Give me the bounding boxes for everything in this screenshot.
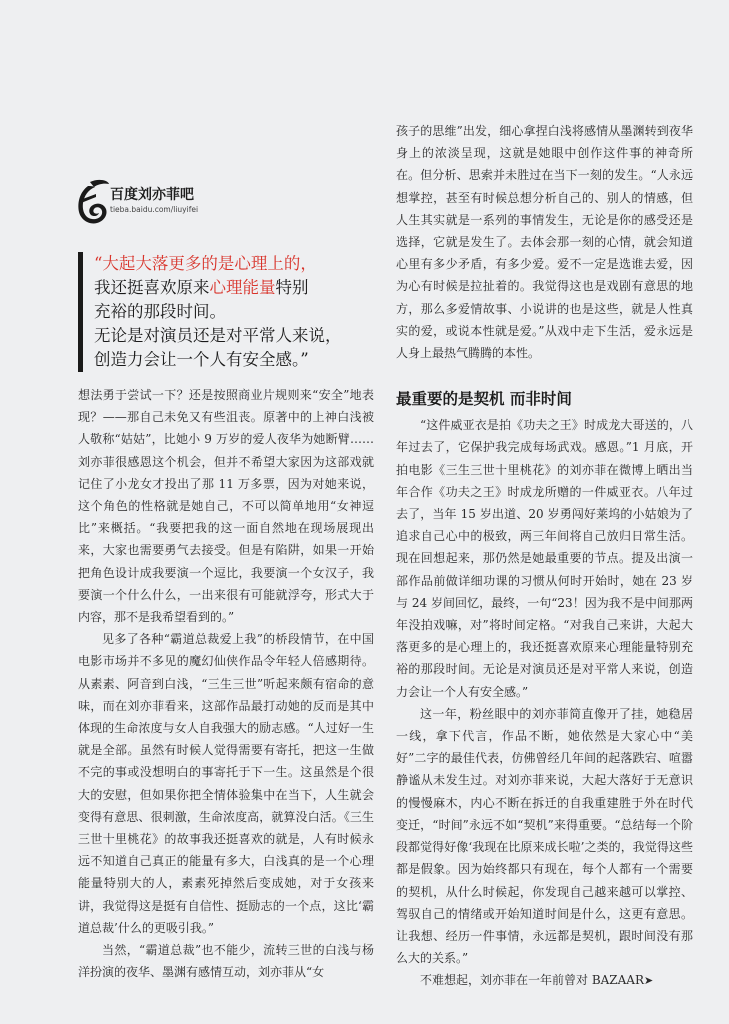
right-column: [396, 120, 693, 993]
pull-quote-line-1: “大起大落更多的是心理上的，: [94, 254, 317, 273]
logo-url: tieba.baidu.com/liuyifei: [110, 205, 199, 214]
right-paragraph-top: 孩子的思维”出发，细心拿捏白浅将感情从墨渊转到夜华身上的浓淡呈现，这就是她眼中创作这件事的神奇所在。但分析、思索并未胜过在当下一刻的发生。“人永远想掌控，甚至有时候总想分析自己的、别人的情感，但人生其实就是一系列的事情发生，无论是你的感受还是选择，它就是发生了。去体会那一刻的心情，就会知道心里有多少矛盾，有多少爱。爱不一定是选谁去爱，因为心有时候是拉扯着的。我觉得这也是戏剧有意思的地方，那么多爱情故事、小说讲的也是这些，就是人性真实的爱，或说本性就是爱。”从戏中走下生活，爱永远是人身上最热气腾腾的本性。: [396, 124, 693, 361]
right-paragraph-3-text: 不难想起，刘亦菲在一年前曾对 BAZAAR: [420, 973, 645, 988]
left-paragraph-1: 想法勇于尝试一下？还是按照商业片规则来“安全”地表现？——那自己未免又有些沮丧。原著中的上神白浅被人敬称“姑姑”，比她小 9 万岁的爱人夜华为她断臂……刘亦菲很感恩这个机会，但并不希望大家因为这部戏就记住了小龙女才投出了那 11 万多票，因为对她来说，这个角色的性格就是她自己，不可以简单地用“女神逗比”来概括。“我要把我的这一面自然地在现场展现出来，大家也需要勇气去接受。但是有陷阱，如果一开始把角色设计成我要演一个逗比，我要演一个女汉子，我要演一个什么什么，一出来很有可能就浮夸，形式大于内容，那不是我希望看到的。”: [78, 388, 374, 625]
pull-quote-highlight: 心理能量: [209, 278, 276, 297]
pull-quote-line-5: 创造力会让一个人有安全感。”: [94, 350, 309, 369]
left-column: [78, 384, 374, 983]
right-paragraph-2: 这一年，粉丝眼中的刘亦菲简直像开了挂，她稳居一线，拿下代言，作品不断，她依然是大家心中“美好”二字的最佳代表，仿佛曾经几年间的起落跌宕、喧嚣静谧从未发生过。对刘亦菲来说，大起大落好于无意识的慢慢麻木，内心不断在拆迁的自我重建胜于外在时代变迁，“时间”永远不如“契机”来得重要。“总结每一个阶段都觉得好像‘我现在比原来成长啦’之类的，我觉得这些都是假象。因为始终都只有现在，每个人都有一个需要的契机，从什么时候起，你发现自己越来越可以掌控、驾驭自己的情绪或开始知道时间是什么，这更有意思。让我想、经历一件事情，永远都是契机，跟时间没有那么大的关系。”: [396, 706, 693, 966]
tieba-logo-icon: [76, 178, 110, 226]
tieba-logo: [76, 178, 226, 226]
right-paragraph-3: [396, 969, 693, 992]
logo-name: 百度刘亦菲吧: [110, 187, 194, 203]
pull-quote-line-2-start: 我还挺喜欢原来: [94, 278, 210, 297]
pull-quote-line-4: 无论是对演员还是对平常人来说，: [94, 326, 342, 345]
pull-quote: [78, 252, 394, 372]
pull-quote-line-3: 充裕的那段时间。: [94, 302, 226, 321]
continue-arrow-icon: ➤: [644, 974, 654, 988]
right-paragraph-1: “这件威亚衣是拍《功夫之王》时成龙大哥送的，八年过去了，它保护我完成每场武戏。感恩。”1 月底，开拍电影《三生三世十里桃花》的刘亦菲在微博上晒出当年合作《功夫之王》时成龙所赠的一件威亚衣。八年过去了，当年 15 岁出道、20 岁勇闯好莱坞的小姑娘为了追求自己心中的极致，两三年间将自己放归日常生活。现在回想起来，那仍然是她最重要的节点。提及出演一部作品前做详细功课的习惯从何时开始时，她在 23 岁与 24 岁间回忆，最终，一句“23！因为我不是中间那两年没拍戏嘛，对”将时间定格。“对我自己来讲，大起大落更多的是心理上的，我还挺喜欢原来心理能量特别充裕的那段时间。无论是对演员还是对平常人来说，创造力会让一个人有安全感。”: [396, 418, 693, 699]
section-heading: 最重要的是契机 而非时间: [396, 389, 572, 409]
pull-quote-line-2: [94, 276, 394, 300]
pull-quote-line-2-end: 特别: [275, 278, 309, 297]
left-paragraph-2: 见多了各种“霸道总裁爱上我”的桥段情节，在中国电影市场并不多见的魔幻仙侠作品令年轻人倍感期待。从素素、阿音到白浅，“三生三世”听起来颇有宿命的意味，而在刘亦菲看来，这部作品最打动她的反而是其中体现的生命浓度与女人自我强大的励志感。“人过好一生就是全部。虽然有时候人觉得需要有寄托，把这一生做不完的事或没想明白的事寄托于下一生。这虽然是个很大的安慰，但如果你把全情体验集中在当下，人生就会变得有意思、很刺激，生命浓度高，就算没白活。《三生三世十里桃花》的故事我还挺喜欢的就是，人有时候永远不知道自己真正的能量有多大，白浅真的是一个心理能量特别大的人，素素死掉然后变成她，对于女孩来讲，我觉得这是挺有自信性、挺励志的一个点，这比‘霸道总裁’什么的更吸引我。”: [78, 632, 374, 935]
left-paragraph-3: 当然，“霸道总裁”也不能少，流转三世的白浅与杨洋扮演的夜华、墨渊有感情互动，刘亦菲从“女: [78, 943, 374, 980]
